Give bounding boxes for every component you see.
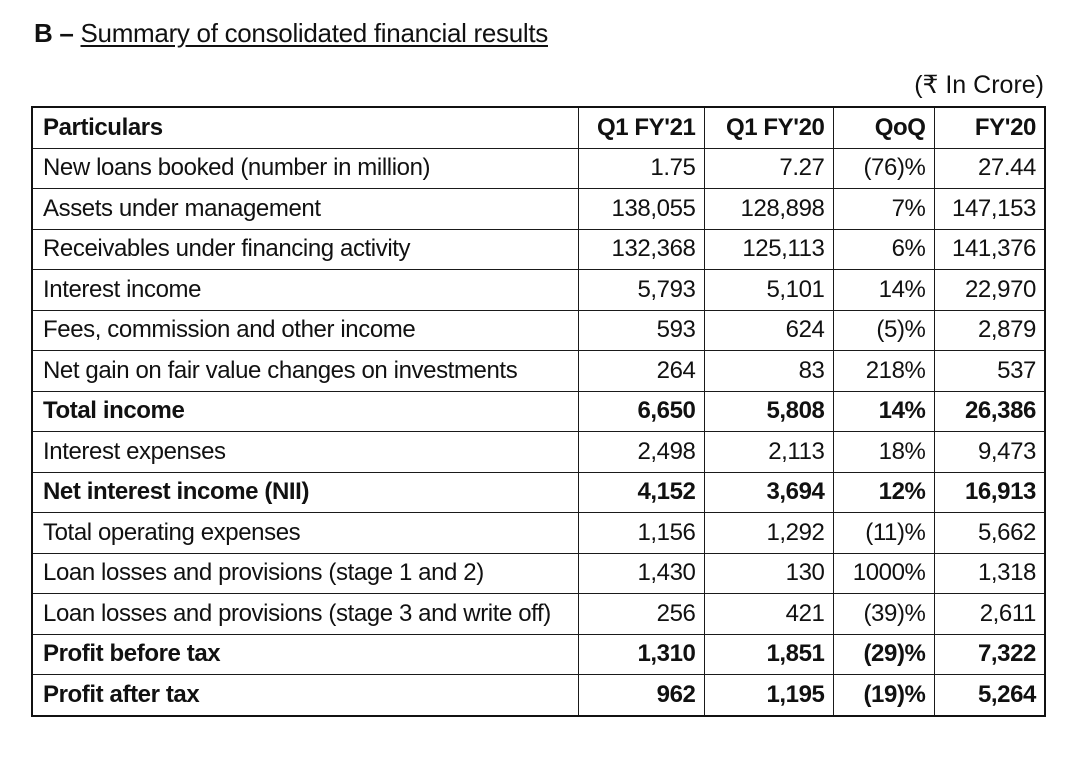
column-header-q1-fy20: Q1 FY'20 xyxy=(704,107,833,148)
table-row xyxy=(32,553,1045,594)
fy20-value: 2,611 xyxy=(934,594,1045,635)
q1-fy20-value: 421 xyxy=(704,594,833,635)
column-header-fy20: FY'20 xyxy=(934,107,1045,148)
q1-fy20-value: 7.27 xyxy=(704,148,833,189)
row-label: Profit after tax xyxy=(32,675,578,716)
table-row xyxy=(32,594,1045,635)
fy20-value: 2,879 xyxy=(934,310,1045,351)
q1-fy21-value: 264 xyxy=(578,351,704,392)
row-label: Net interest income (NII) xyxy=(32,472,578,513)
table-row xyxy=(32,472,1045,513)
q1-fy21-value: 4,152 xyxy=(578,472,704,513)
row-label: Interest income xyxy=(32,270,578,311)
qoq-value: (11)% xyxy=(833,513,934,554)
table-row xyxy=(32,229,1045,270)
table-row xyxy=(32,310,1045,351)
qoq-value: 7% xyxy=(833,189,934,230)
q1-fy20-value: 130 xyxy=(704,553,833,594)
q1-fy20-value: 125,113 xyxy=(704,229,833,270)
q1-fy20-value: 1,851 xyxy=(704,634,833,675)
row-label: Loan losses and provisions (stage 1 and 2) xyxy=(32,553,578,594)
section-prefix: B – xyxy=(34,18,74,48)
row-label: Receivables under financing activity xyxy=(32,229,578,270)
fy20-value: 16,913 xyxy=(934,472,1045,513)
q1-fy20-value: 1,195 xyxy=(704,675,833,716)
fy20-value: 147,153 xyxy=(934,189,1045,230)
qoq-value: 12% xyxy=(833,472,934,513)
fy20-value: 5,264 xyxy=(934,675,1045,716)
table-row xyxy=(32,270,1045,311)
row-label: Fees, commission and other income xyxy=(32,310,578,351)
table-row xyxy=(32,189,1045,230)
q1-fy20-value: 624 xyxy=(704,310,833,351)
column-header-qoq: QoQ xyxy=(833,107,934,148)
qoq-value: (19)% xyxy=(833,675,934,716)
financial-results-table xyxy=(31,106,1046,717)
fy20-value: 7,322 xyxy=(934,634,1045,675)
q1-fy21-value: 962 xyxy=(578,675,704,716)
q1-fy21-value: 593 xyxy=(578,310,704,351)
qoq-value: 14% xyxy=(833,391,934,432)
qoq-value: 1000% xyxy=(833,553,934,594)
q1-fy21-value: 1,310 xyxy=(578,634,704,675)
q1-fy20-value: 5,101 xyxy=(704,270,833,311)
column-header-particulars: Particulars xyxy=(32,107,578,148)
qoq-value: 6% xyxy=(833,229,934,270)
table-row xyxy=(32,634,1045,675)
qoq-value: 18% xyxy=(833,432,934,473)
fy20-value: 27.44 xyxy=(934,148,1045,189)
q1-fy21-value: 6,650 xyxy=(578,391,704,432)
q1-fy20-value: 1,292 xyxy=(704,513,833,554)
section-heading xyxy=(34,18,548,49)
unit-note: (₹ In Crore) xyxy=(914,71,1044,99)
qoq-value: (29)% xyxy=(833,634,934,675)
row-label: Total income xyxy=(32,391,578,432)
table-body xyxy=(32,148,1045,716)
header-row xyxy=(32,107,1045,148)
q1-fy21-value: 256 xyxy=(578,594,704,635)
section-title: Summary of consolidated financial results xyxy=(80,18,548,48)
table-row xyxy=(32,513,1045,554)
q1-fy20-value: 3,694 xyxy=(704,472,833,513)
fy20-value: 5,662 xyxy=(934,513,1045,554)
table-row xyxy=(32,351,1045,392)
q1-fy21-value: 2,498 xyxy=(578,432,704,473)
qoq-value: (76)% xyxy=(833,148,934,189)
qoq-value: 218% xyxy=(833,351,934,392)
table-row xyxy=(32,675,1045,716)
q1-fy21-value: 138,055 xyxy=(578,189,704,230)
table-row xyxy=(32,148,1045,189)
fy20-value: 1,318 xyxy=(934,553,1045,594)
fy20-value: 9,473 xyxy=(934,432,1045,473)
row-label: Net gain on fair value changes on investments xyxy=(32,351,578,392)
qoq-value: (39)% xyxy=(833,594,934,635)
q1-fy21-value: 1,430 xyxy=(578,553,704,594)
row-label: Total operating expenses xyxy=(32,513,578,554)
row-label: Interest expenses xyxy=(32,432,578,473)
table-row xyxy=(32,391,1045,432)
q1-fy21-value: 132,368 xyxy=(578,229,704,270)
fy20-value: 22,970 xyxy=(934,270,1045,311)
fy20-value: 141,376 xyxy=(934,229,1045,270)
q1-fy20-value: 83 xyxy=(704,351,833,392)
table-row xyxy=(32,432,1045,473)
q1-fy20-value: 128,898 xyxy=(704,189,833,230)
fy20-value: 537 xyxy=(934,351,1045,392)
qoq-value: 14% xyxy=(833,270,934,311)
row-label: Profit before tax xyxy=(32,634,578,675)
q1-fy21-value: 5,793 xyxy=(578,270,704,311)
fy20-value: 26,386 xyxy=(934,391,1045,432)
q1-fy21-value: 1.75 xyxy=(578,148,704,189)
q1-fy21-value: 1,156 xyxy=(578,513,704,554)
row-label: Loan losses and provisions (stage 3 and write off) xyxy=(32,594,578,635)
row-label: Assets under management xyxy=(32,189,578,230)
row-label: New loans booked (number in million) xyxy=(32,148,578,189)
column-header-q1-fy21: Q1 FY'21 xyxy=(578,107,704,148)
qoq-value: (5)% xyxy=(833,310,934,351)
q1-fy20-value: 5,808 xyxy=(704,391,833,432)
q1-fy20-value: 2,113 xyxy=(704,432,833,473)
